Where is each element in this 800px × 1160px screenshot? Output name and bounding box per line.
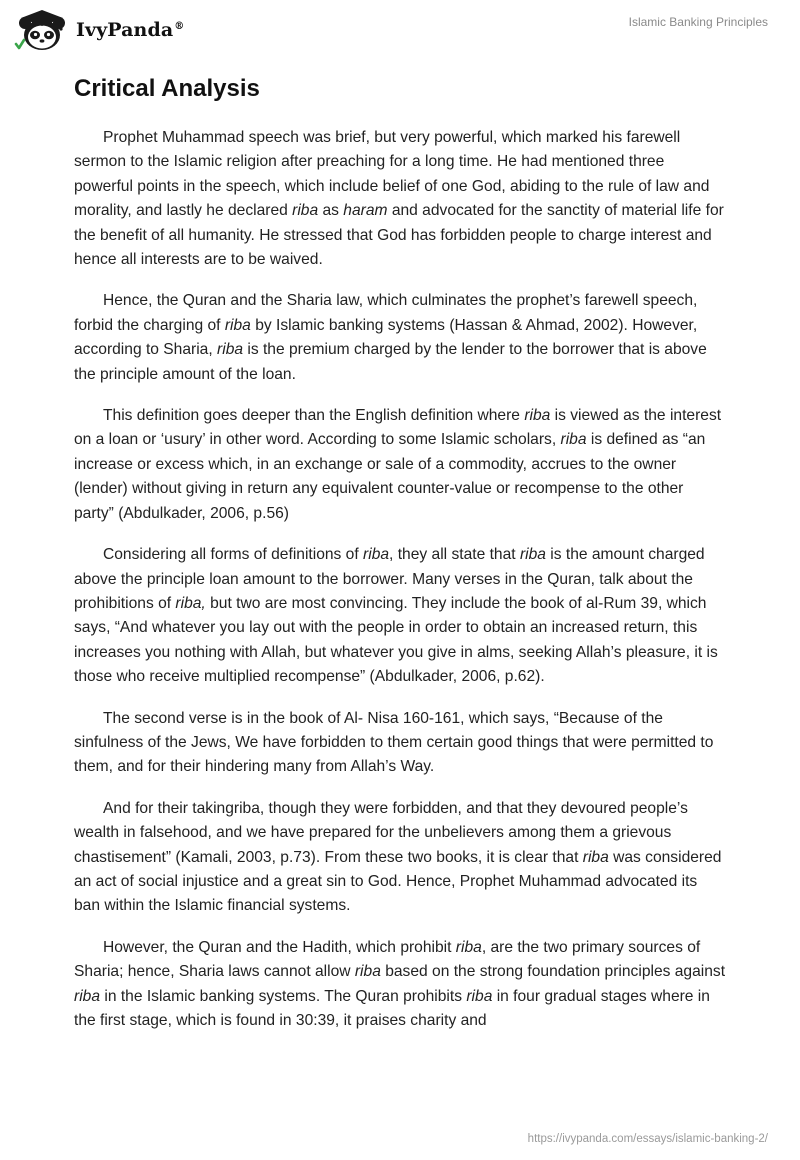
paragraph: The second verse is in the book of Al- Nisa 160-161, which says, “Because of the sinfulness of the Jews, We have forbidden to them certain good things that were permitted to them, and for their hindering many from Allah’s Way. — [74, 709, 714, 776]
paragraph: Hence, the Quran and the Sharia law, which culminates the prophet’s farewell speech, forbid the charging of riba by Islamic banking systems (Hassan & Ahmad, 2002). However, according to Sharia, riba is the premium charged by the lender to the borrower that is above the principle amount of the loan. — [74, 292, 707, 383]
paragraph: This definition goes deeper than the English definition where riba is viewed as the interest on a loan or ‘usury’ in other word. According to some Islamic scholars, riba is defined as “an increase or excess which, in an exchange or sale of a commodity, accrues to the owner (lender) without giving in return any equivalent counter-value or recompense to the other party” (Abdulkader, 2006, p.56) — [74, 407, 722, 522]
paragraph: And for their takingriba, though they were forbidden, and that they devoured people’s wealth in falsehood, and we have prepared for the unbelievers among them a grievous chastisement” (Kamali, 2003, p.73). From these two books, it is clear that riba was considered an act of social injustice and a great sin to God. Hence, Prophet Muhammad advocated its ban within the Islamic financial systems. — [74, 799, 722, 915]
source-url[interactable]: https://ivypanda.com/essays/islamic-banking-2/ — [527, 1133, 768, 1145]
paragraph: However, the Quran and the Hadith, which prohibit riba, are the two primary sources of Sharia; hence, Sharia laws cannot allow riba based on the strong foundation principles against riba in the Islamic banking systems. The Quran prohibits riba in four gradual stages where in the first stage, which is found in 30:39, it praises charity and — [74, 938, 726, 1029]
section-heading: Critical Analysis — [74, 75, 260, 102]
page-header — [0, 0, 800, 60]
paragraph: Considering all forms of definitions of riba, they all state that riba is the amount charged above the principle loan amount to the borrower. Many verses in the Quran, talk about the prohibitions of riba, but two are most convincing. They include the book of al-Rum 39, which says, “And whatever you lay out with the people in order to obtain an increased return, this increases you nothing with Allah, but whatever you give in alms, seeking Allah’s pleasure, it is those who receive multiplied recompense” (Abdulkader, 2006, p.62). — [74, 546, 718, 686]
ivypanda-logo[interactable] — [14, 8, 184, 52]
paragraph: Prophet Muhammad speech was brief, but very powerful, which marked his farewell sermon to the Islamic religion after preaching for a long time. He had mentioned three powerful points in the speech, which include belief of one God, abiding to the rule of law and morality, and lastly he declared riba as haram and advocated for the sanctity of material life for the benefit of all humanity. He stressed that God has forbidden people to charge interest and hence all interests are to be waived. — [74, 129, 724, 269]
logo-wordmark: IvyPanda® — [76, 19, 185, 41]
document-title: Islamic Banking Principles — [628, 15, 768, 29]
article-body — [74, 72, 726, 1050]
panda-graduate-icon — [14, 8, 70, 52]
